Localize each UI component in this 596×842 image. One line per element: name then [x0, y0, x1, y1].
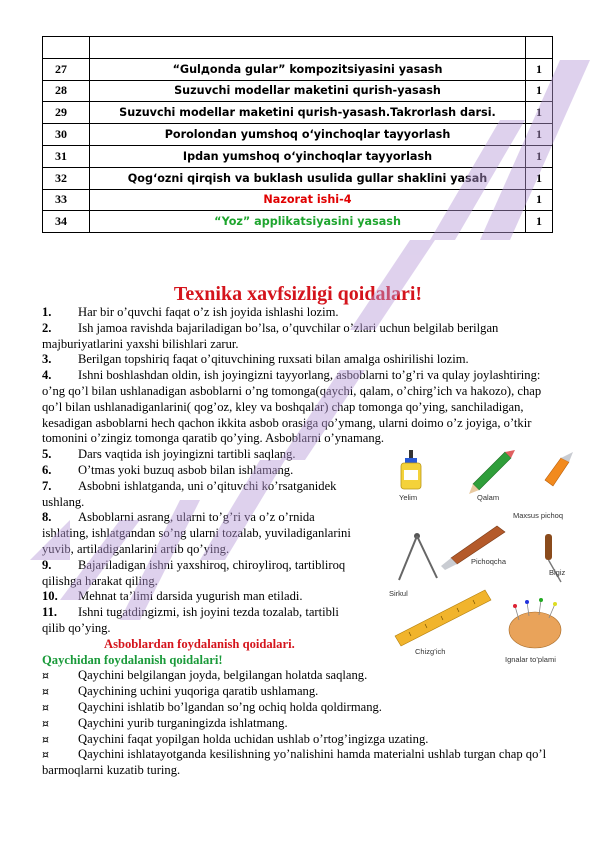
table-row [43, 124, 553, 146]
rule-item [42, 479, 364, 511]
scissors-rule-item [42, 732, 562, 748]
lesson-hours: 1 [526, 124, 553, 146]
lesson-title: Suzuvchi modellar maketini qurish-yasash.Takrorlash darsi. [90, 102, 526, 124]
lesson-hours: 1 [526, 145, 553, 167]
lesson-title: Suzuvchi modellar maketini qurish-yasash [90, 80, 526, 102]
rule-item [42, 589, 364, 605]
table-row [43, 102, 553, 124]
lesson-title [90, 37, 526, 59]
lesson-title: Ipdan yumshoq o‘yinchoqlar tayyorlash [90, 145, 526, 167]
scissors-rule-text: Qaychining uchini yuqoriga qaratib ushlamang. [78, 684, 319, 699]
lessons-table [42, 36, 553, 233]
lesson-hours: 1 [526, 58, 553, 80]
scissors-rules-heading: Qaychidan foydalanish qoidalari! [42, 652, 223, 667]
lesson-number: 33 [43, 189, 90, 211]
scissors-rule-text: Qaychini belgilangan joyda, belgilangan holatda saqlang. [78, 668, 368, 683]
rule-number: 1. [42, 305, 52, 319]
lesson-number: 32 [43, 167, 90, 189]
rule-number: 10. [42, 589, 58, 604]
scissors-rule-item [42, 668, 562, 684]
scissors-rule-item [42, 684, 562, 700]
lesson-number: 30 [43, 124, 90, 146]
rule-number: 8. [42, 510, 52, 525]
bullet-icon: ¤ [42, 732, 49, 746]
rule-number: 4. [42, 368, 52, 383]
lesson-number: 29 [43, 102, 90, 124]
table-row [43, 189, 553, 211]
rule-item [42, 605, 364, 637]
scissors-rule-text: Qaychini yurib turganingizda ishlatmang. [78, 715, 288, 730]
rule-number: 5. [42, 447, 52, 462]
lesson-number [43, 37, 90, 59]
rule-text: Ishni tugatdingizmi, ish joyini tezda tozalab, tartibli qilib qo’ying. [42, 605, 339, 635]
table-row [43, 37, 553, 59]
cutter-icon [545, 452, 573, 486]
bullet-icon: ¤ [42, 669, 49, 683]
rule-item [42, 558, 364, 590]
pencil-icon [469, 450, 515, 494]
rule-item [42, 352, 562, 368]
rule-text: Mehnat ta’limi darsida yugurish man etiladi. [78, 589, 303, 604]
rule-text: Berilgan topshiriq faqat o’qituvchining ruxsati bilan amalga oshirilishi lozim. [78, 352, 469, 367]
scissors-rule-text: Qaychini faqat yopilgan holda uchidan ushlab o’rtog’ingizga uzating. [78, 731, 429, 746]
lesson-hours [526, 37, 553, 59]
rule-text: Ishni boshlashdan oldin, ish joyingizni tayyorlang, asboblarni to’g’ri va qulay joylashtiring: o’ng qo’l bilan ushlanadigan asboblarni o’ng tomonga(qaychi, qalam, o’chirg’ich va hakozo), chap qo’l bilan ushlanadiganlarini( qog’oz, kley va boshqalar) chap tomonga qo’ying, sanchiladigan, kesadigan asboblarni hech qachon ikkita asbob orasiga qo’ymang, ularni doimo o’z joyiga, o’tkir tomonini o’zingiz tomonga qaratib qo’ying. Asboblarni o’ynamang. [42, 368, 542, 446]
tool-label-ruler: Chizg’ich [415, 647, 446, 656]
scissors-rule-text: Qaychini ishlatib bo’lgandan so’ng ochiq holda qoldirmang. [78, 699, 382, 714]
rule-text: Asboblarni asrang, ularni to’g’ri va o’z o’rnida ishlating, ishlatgandan so’ng ularni tozalab, yuviladiganlarini yuvib, artiladiganlarini artib qo’ying. [42, 510, 351, 556]
rule-number: 3. [42, 352, 52, 367]
lesson-title: Porolondan yumshoq o‘yinchoqlar tayyorlash [90, 124, 526, 146]
rule-number: 2. [42, 320, 52, 335]
table-row [43, 80, 553, 102]
lesson-title: “Gulдonda gular” kompozitsiyasini yasash [90, 58, 526, 80]
tools-illustration [385, 440, 575, 670]
scissors-rule-item [42, 700, 562, 716]
lesson-hours: 1 [526, 102, 553, 124]
lesson-number: 28 [43, 80, 90, 102]
lesson-hours: 1 [526, 189, 553, 211]
rule-item [42, 305, 562, 321]
compass-icon [399, 533, 437, 580]
rule-text: Har bir o’quvchi faqat o’z ish joyida ishlashi lozim. [78, 305, 339, 319]
bullet-icon: ¤ [42, 685, 49, 699]
ruler-icon [395, 590, 491, 646]
rule-item [42, 368, 562, 447]
rule-number: 11. [42, 605, 58, 620]
tool-label-pincushion: Ignalar to’plami [505, 655, 556, 664]
scissors-rule-text: Qaychini ishlatayotganda kesilishning yo’nalishini hamda materialni ushlab turgan chap qo’l barmoqlarni kuzatib turing. [42, 747, 547, 778]
table-row [43, 145, 553, 167]
tool-label-glue: Yelim [399, 493, 418, 502]
lesson-hours: 1 [526, 211, 553, 233]
lesson-title: Qog‘ozni qirqish va buklash usulida gullar shaklini yasah [90, 167, 526, 189]
lesson-number: 34 [43, 211, 90, 233]
table-row [43, 211, 553, 233]
rule-text: Dars vaqtida ish joyingizni tartibli saqlang. [78, 447, 296, 462]
bullet-icon: ¤ [42, 700, 49, 714]
lesson-title: Nazorat ishi-4 [90, 189, 526, 211]
tool-label-compass: Sirkul [389, 589, 408, 598]
pincushion-icon [509, 598, 561, 648]
bullet-icon: ¤ [42, 716, 49, 730]
lesson-hours: 1 [526, 167, 553, 189]
rule-text: Ish jamoa ravishda bajariladigan bo’lsa, o’quvchilar o’zlari uchun belgilab berilgan majburiyatlarini yaxshi bilishlari zarur. [42, 320, 499, 351]
lesson-hours: 1 [526, 80, 553, 102]
rule-number: 9. [42, 557, 52, 572]
lesson-number: 27 [43, 58, 90, 80]
tools-rules-heading: Asboblardan foydalanish qoidalari. [104, 636, 295, 651]
tool-label-awl: Bigiz [549, 568, 566, 577]
safety-heading: Texnika xavfsizligi qoidalari! [173, 283, 423, 305]
bullet-icon: ¤ [42, 748, 49, 762]
tool-label-pencil: Qalam [477, 493, 500, 502]
table-row [43, 167, 553, 189]
rule-text: Asbobni ishlatganda, uni o’qituvchi ko’rsatganidek ushlang. [42, 478, 337, 509]
rule-text: O’tmas yoki buzuq asbob bilan ishlamang. [78, 462, 294, 477]
rule-item [42, 510, 364, 557]
rule-text: Bajariladigan ishni yaxshiroq, chiroyliroq, tartibliroq qilishga harakat qiling. [42, 557, 346, 588]
rule-item [42, 321, 562, 353]
scissors-rule-item [42, 747, 562, 779]
glue-icon [401, 450, 421, 489]
tool-label-knife: Pichoqcha [471, 557, 507, 566]
scissors-rule-item [42, 716, 562, 732]
lesson-number: 31 [43, 145, 90, 167]
tool-label-cutter: Maxsus pichoq [513, 511, 564, 520]
rule-number: 7. [42, 478, 52, 493]
rule-number: 6. [42, 462, 52, 477]
lesson-title: “Yoz” applikatsiyasini yasash [90, 211, 526, 233]
table-row [43, 58, 553, 80]
